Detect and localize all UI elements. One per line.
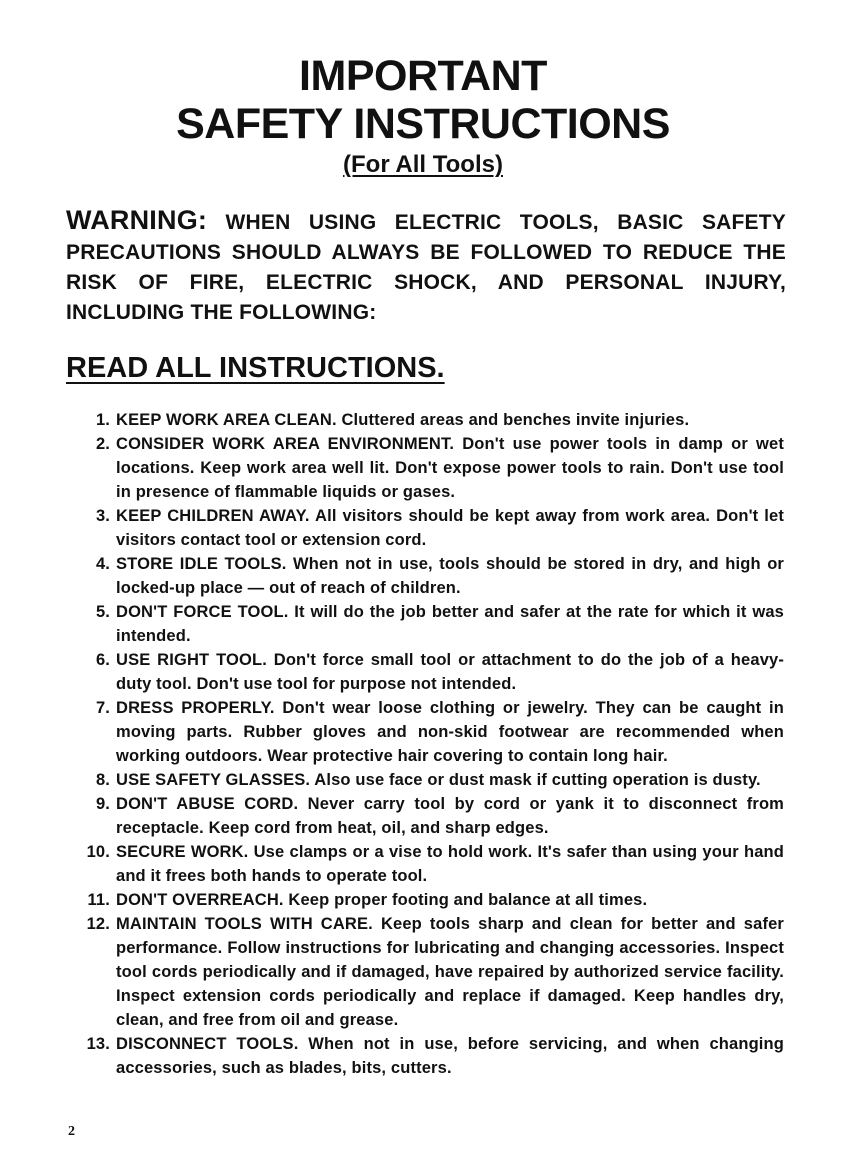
instruction-number: 7. [95,699,110,717]
instruction-number: 10. [86,843,110,861]
instruction-number: 3. [95,507,110,525]
instruction-number: 11. [87,891,110,909]
instruction-number: 13. [86,1035,110,1053]
instruction-text: Keep tools sharp and clean for better and safer performance. Follow instructions for lubricating and changing accessories. Inspect tool cords periodically and if damaged, have repaired by authorized service facility. Inspect extension cords periodically and replace if damaged. Keep handles dry, clean, and free from oil and grease. [116,915,784,1029]
instruction-text: When not in use, before servicing, and when changing accessories, such as blades, bits, cutters. [116,1035,785,1077]
instruction-number: 8. [95,771,110,789]
instruction-heading: SECURE WORK. [116,843,249,861]
instruction-number: 12. [86,915,110,933]
instruction-item [66,408,784,432]
instruction-text: Use clamps or a vise to hold work. It's safer than using your hand and it frees both hands to operate tool. [116,843,784,885]
page-number: 2 [68,1124,75,1139]
instruction-heading: CONSIDER WORK AREA ENVIRONMENT. [116,435,455,453]
instruction-list [66,408,784,1080]
instruction-item [66,552,784,600]
instruction-text: Also use face or dust mask if cutting operation is dusty. [314,771,761,789]
instruction-heading: KEEP WORK AREA CLEAN. [116,411,337,429]
instruction-heading: DRESS PROPERLY. [116,699,275,717]
instruction-heading: USE SAFETY GLASSES. [116,771,311,789]
instruction-number: 4. [95,555,110,573]
instruction-heading: KEEP CHILDREN AWAY. [116,507,310,525]
instruction-heading: DON'T FORCE TOOL. [116,603,289,621]
instruction-heading: DISCONNECT TOOLS. [116,1035,299,1053]
instruction-item [66,432,784,504]
instruction-item [66,792,784,840]
instruction-item [66,600,784,648]
instruction-number: 1. [95,411,110,429]
title-block [0,52,846,180]
instruction-text: It will do the job better and safer at the rate for which it was intended. [116,603,784,645]
warning-text: WHEN USING ELECTRIC TOOLS, BASIC SAFETY PRECAUTIONS SHOULD ALWAYS BE FOLLOWED TO REDUCE THE RISK OF FIRE, ELECTRIC SHOCK, AND PERSONAL INJURY, INCLUDING THE FOLLOWING: [66,211,786,324]
instruction-heading: MAINTAIN TOOLS WITH CARE. [116,915,373,933]
instruction-item [66,888,784,912]
title-safety-instructions: SAFETY INSTRUCTIONS [176,100,670,148]
instruction-item [66,840,784,888]
instruction-item [66,504,784,552]
instruction-text: Don't force small tool or attachment to do the job of a heavy-duty tool. Don't use tool for purpose not intended. [116,651,784,693]
instruction-item [66,648,784,696]
instruction-heading: USE RIGHT TOOL. [116,651,267,669]
instruction-text: Never carry tool by cord or yank it to disconnect from receptacle. Keep cord from heat, oil, and sharp edges. [116,795,785,837]
instruction-text: Don't use power tools in damp or wet locations. Keep work area well lit. Don't expose power tools to rain. Don't use tool in presence of flammable liquids or gases. [116,435,784,501]
instruction-heading: DON'T OVERREACH. [116,891,284,909]
instruction-number: 5. [95,603,110,621]
warning-label: WARNING: [66,205,208,235]
section-heading: READ ALL INSTRUCTIONS. [66,352,445,384]
instruction-text: All visitors should be kept away from work area. Don't let visitors contact tool or extension cord. [116,507,785,549]
instruction-number: 2. [95,435,110,453]
instruction-item [66,912,784,1032]
instruction-item [66,1032,784,1080]
instruction-number: 9. [95,795,110,813]
instruction-text: When not in use, tools should be stored in dry, and high or locked-up place — out of reach of children. [116,555,784,597]
title-important: IMPORTANT [299,52,547,100]
instruction-item [66,768,784,792]
instruction-text: Don't wear loose clothing or jewelry. They can be caught in moving parts. Rubber gloves and non-skid footwear are recommended when working outdoors. Wear protective hair covering to contain long hair. [116,699,784,765]
instruction-text: Cluttered areas and benches invite injuries. [341,411,690,429]
instruction-text: Keep proper footing and balance at all times. [288,891,648,909]
instruction-item [66,696,784,768]
instruction-heading: STORE IDLE TOOLS. [116,555,287,573]
warning-paragraph [66,205,786,328]
instruction-heading: DON'T ABUSE CORD. [116,795,299,813]
instruction-number: 6. [95,651,110,669]
subtitle-for-all-tools: (For All Tools) [343,151,503,178]
